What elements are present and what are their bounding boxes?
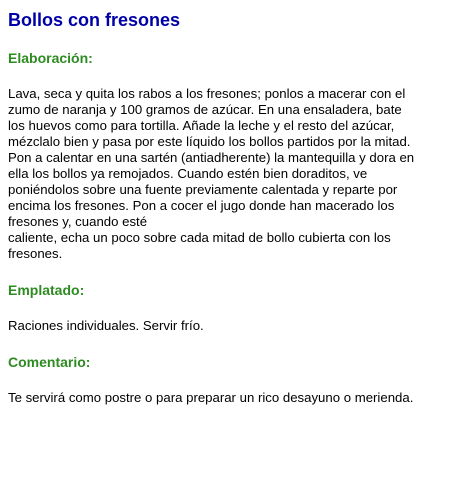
elaboracion-line: caliente, echa un poco sobre cada mitad de bollo cubierta con los xyxy=(8,230,391,245)
elaboracion-line: los huevos como para tortilla. Añade la leche y el resto del azúcar, xyxy=(8,118,395,133)
elaboracion-text xyxy=(8,86,451,262)
elaboracion-line: Lava, seca y quita los rabos a los fresones; ponlos a macerar con el xyxy=(8,86,406,101)
elaboracion-line: poniéndolos sobre una fuente previamente calentada y reparte por xyxy=(8,182,398,197)
elaboracion-line: mézclalo bien y pasa por este líquido los bollos partidos por la mitad. xyxy=(8,134,411,149)
elaboracion-line: fresones. xyxy=(8,246,63,261)
recipe-title: Bollos con fresones xyxy=(8,10,181,30)
comentario-text: Te servirá como postre o para preparar un rico desayuno o merienda. xyxy=(8,390,414,405)
elaboracion-line: Pon a calentar en una sartén (antiadherente) la mantequilla y dora en xyxy=(8,150,415,165)
elaboracion-heading: Elaboración: xyxy=(8,50,93,66)
comentario-heading: Comentario: xyxy=(8,354,91,370)
emplatado-text: Raciones individuales. Servir frío. xyxy=(8,318,204,333)
elaboracion-line: zumo de naranja y 100 gramos de azúcar. En una ensaladera, bate xyxy=(8,102,402,117)
emplatado-heading: Emplatado: xyxy=(8,282,85,298)
elaboracion-line: fresones y, cuando esté xyxy=(8,214,148,229)
elaboracion-line: encima los fresones. Pon a cocer el jugo donde han macerado los xyxy=(8,198,395,213)
elaboracion-line: ella los bollos ya remojados. Cuando estén bien doraditos, ve xyxy=(8,166,368,181)
